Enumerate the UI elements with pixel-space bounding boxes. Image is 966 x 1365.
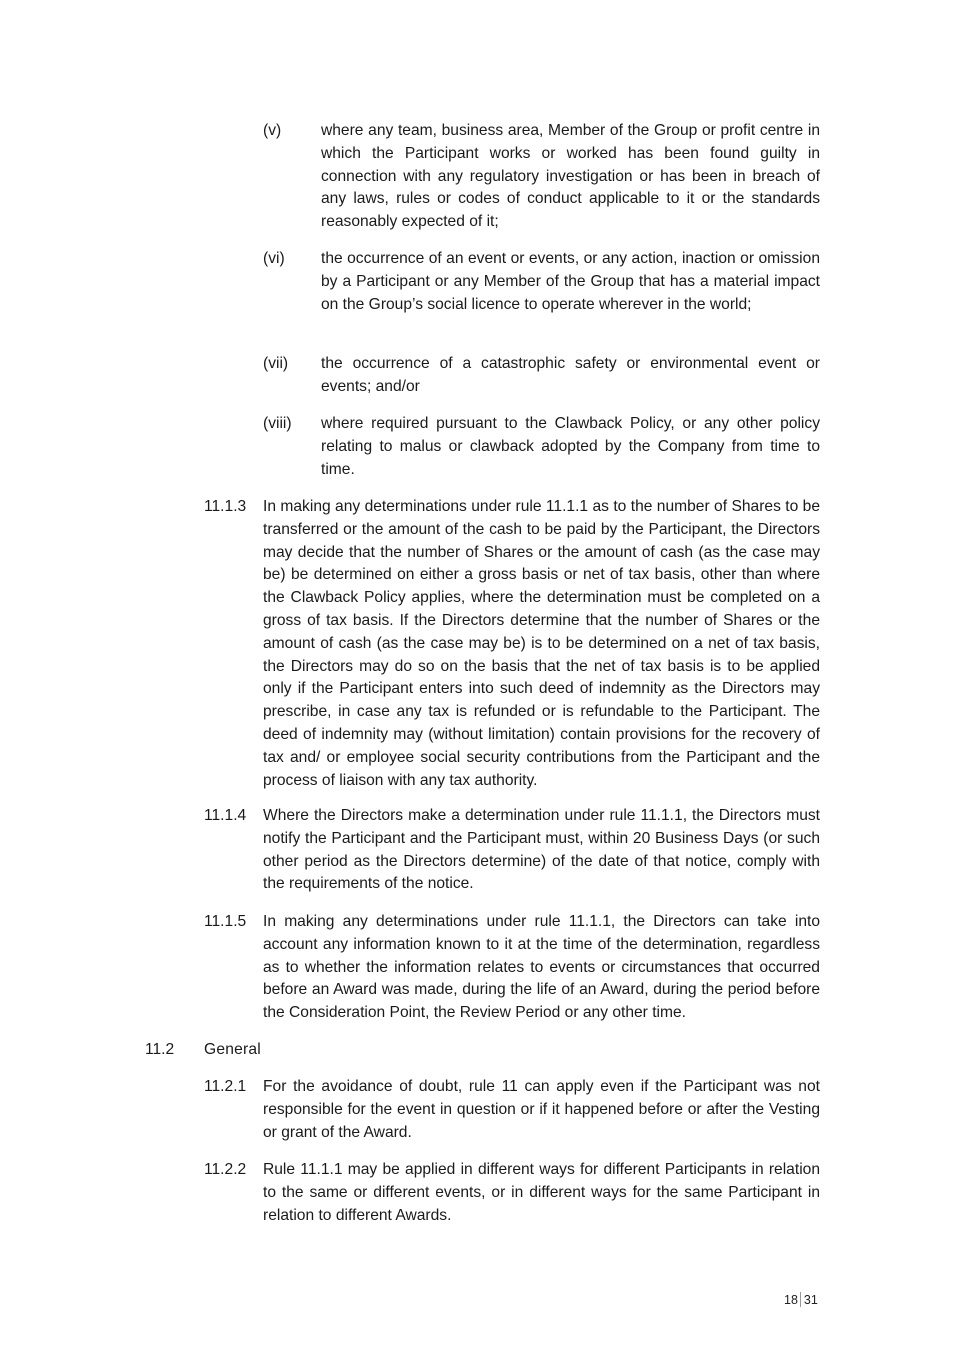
clause-number: 11.2.2 (204, 1161, 247, 1178)
clause-text: the occurrence of a catastrophic safety or environmental event or events; and/or (321, 355, 820, 395)
clause-number: (v) (263, 122, 282, 139)
clause-number: 11.1.3 (204, 498, 247, 515)
clause-text: the occurrence of an event or events, or any action, inaction or omission by a Participant or any Member of the Group that has a material impact on the Group’s social licence to operate wherever in the world; (321, 250, 820, 313)
clause-text: where any team, business area, Member of the Group or profit centre in which the Participant works or worked has been found guilty in connection with any regulatory investigation or has been in breach of any laws, rules or codes of conduct applicable to it or the standards reasonably expected of it; (321, 122, 820, 231)
page-number (784, 1292, 818, 1308)
clause-text: In making any determinations under rule 11.1.1 as to the number of Shares to be transferred or the amount of the cash to be paid by the Participant, the Directors may decide that the number of Shares or the amount of cash (as the case may be) be determined on either a gross basis or net of tax basis, other than where the Clawback Policy applies, where the determination must be completed on a gross of tax basis. If the Directors determine that the number of Shares or the amount of cash (as the case may be) is to be determined on a net of tax basis, the Directors may do so on the basis that the net of tax basis is to be applied only if the Participant enters into such deed of indemnity as the Directors may prescribe, in case any tax is refunded or is refundable to the Participant. The deed of indemnity may (without limitation) contain provisions for the recovery of tax and/ or employee social security contributions from the Participant and the process of liaison with any tax authority. (263, 498, 820, 789)
clause-text: Rule 11.1.1 may be applied in different ways for different Participants in relation to the same or different events, or in different ways for the same Participant in relation to different Awards. (263, 1161, 820, 1224)
section-number: 11.2 (145, 1041, 175, 1058)
current-page: 18 (784, 1293, 798, 1307)
clause-number: (vii) (263, 355, 289, 372)
clause-text: Where the Directors make a determination under rule 11.1.1, the Directors must notify the Participant and the Participant must, within 20 Business Days (or such other period as the Directors determine) of the date of that notice, comply with the requirements of the notice. (263, 807, 820, 893)
section-title: General (204, 1041, 261, 1058)
clause-text: In making any determinations under rule 11.1.1, the Directors can take into account any information known to it at the time of the determination, regardless as to whether the information relates to events or circumstances that occurred before an Award was made, during the life of an Award, during the period before the Consideration Point, the Review Period or any other time. (263, 913, 820, 1022)
clause-number: (vi) (263, 250, 285, 267)
clause-text: where required pursuant to the Clawback Policy, or any other policy relating to malus or clawback adopted by the Company from time to time. (321, 415, 820, 478)
clause-number: 11.2.1 (204, 1078, 247, 1095)
clause-number: (viii) (263, 415, 292, 432)
clause-number: 11.1.4 (204, 807, 247, 824)
clause-text: For the avoidance of doubt, rule 11 can apply even if the Participant was not responsible for the event in question or if it happened before or after the Vesting or grant of the Award. (263, 1078, 820, 1141)
page-separator (800, 1292, 801, 1307)
total-pages: 31 (803, 1293, 818, 1307)
clause-number: 11.1.5 (204, 913, 247, 930)
